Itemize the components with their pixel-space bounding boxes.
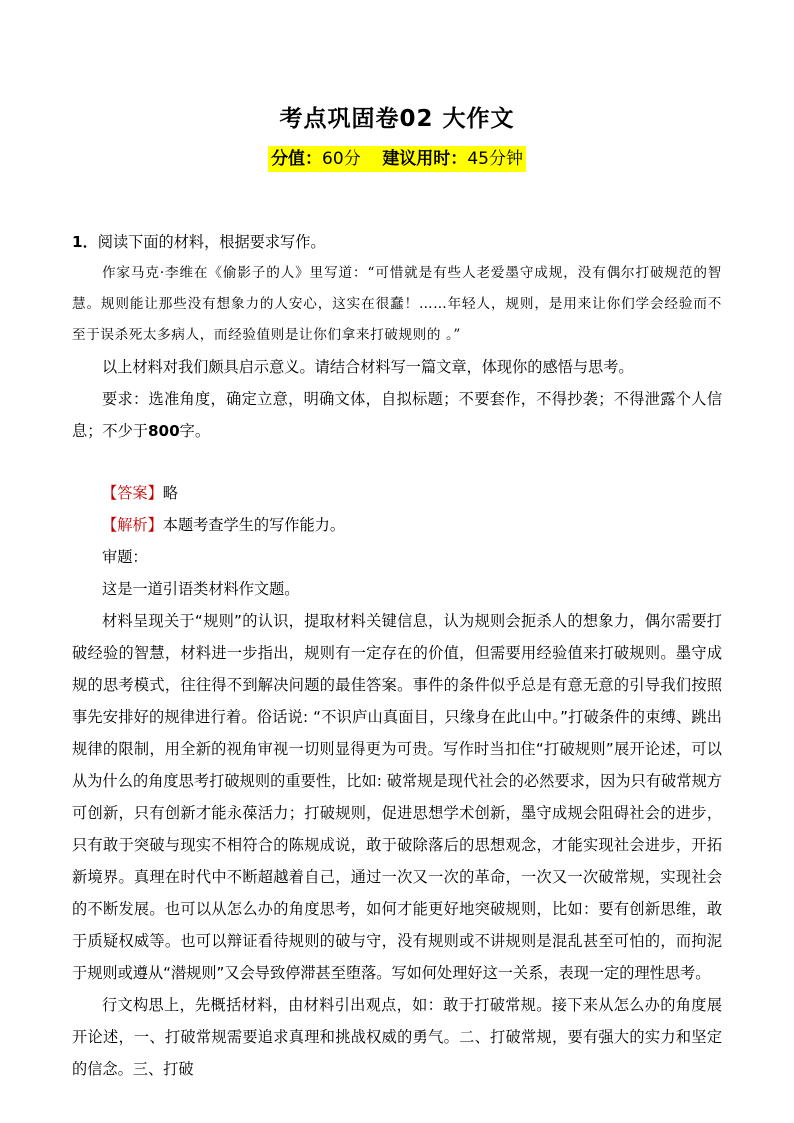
- requirement-suffix: 字。: [179, 422, 211, 440]
- analysis-text: 本题考查学生的写作能力。: [162, 516, 345, 534]
- requirement-prefix: 要求：选准角度，确定立意，明确文体，自拟标题；不要套作，不得抄袭；不得泄露个人信息；不少于: [72, 390, 722, 440]
- question-requirement: [72, 383, 722, 447]
- answer-line: [72, 477, 722, 509]
- analysis-type-line: 这是一道引语类材料作文题。: [102, 580, 300, 598]
- score-unit: 分: [343, 149, 361, 169]
- time-unit: 分钟: [488, 149, 523, 169]
- page-title: 考点巩固卷02 大作文: [279, 106, 515, 132]
- time-value: 45: [467, 149, 489, 169]
- answer-text: 略: [162, 484, 178, 502]
- analysis-paragraph-2: 行文构思上，先概括材料，由材料引出观点，如：敢于打破常规。接下来从怎么办的角度展开论述，一、打破常规需要追求真理和挑战权威的勇气。二、打破常规，要有强大的实力和坚定的信念。三、打破: [72, 996, 722, 1078]
- time-label: 建议用时：: [382, 149, 468, 169]
- requirement-number: 800: [147, 422, 180, 440]
- score-time-banner: [268, 146, 526, 172]
- analysis-paragraph-1: 材料呈现关于“规则”的认识，提取材料关键信息，认为规则会扼杀人的想象力，偶尔需要打破经验的智慧，材料进一步指出，规则有一定存在的价值，但需要用经验值来打破规则。墨守成规的思考模式，往往得不到解决问题的最佳答案。事件的条件似乎总是有意无意的引导我们按照事先安排好的规律进行着。俗话说: “不识庐山真面目，只缘身在此山中。”打破条件的束缚、跳出规律的限制，用全新的视角审视一切则显得更为可贵。写作时当扣住“打破规则”展开论述，可以从为什么的角度思考打破规则的重要性，比如: 破常规是现代社会的必然要求，因为只有破常规方可创新，只有创新才能永葆活力；打破规则，促进思想学术创新，墨守成规会阻碍社会的进步，只有敢于突破与现实不相符合的陈规成说，敢于破除落后的思想观念，才能实现社会进步，开拓新境界。真理在时代中不断超越着自己，通过一次又一次的革命，一次又一次破常规，实现社会的不断发展。也可以从怎么办的角度思考，如何才能更好地突破规则，比如：要有创新思维，敢于质疑权威等。也可以辩证看待规则的破与守，没有规则或不讲规则是混乱甚至可怕的，而拘泥于规则或遵从“潜规则”又会导致停滞甚至堕落。写如何处理好这一关系，表现一定的理性思考。: [72, 612, 722, 982]
- subtitle-line: [0, 146, 794, 172]
- content-body: [72, 226, 722, 1085]
- question-prompt-text: 阅读下面的材料，根据要求写作。: [97, 233, 326, 251]
- score-label: 分值：: [271, 149, 323, 169]
- analysis-tag: 【解析】: [102, 516, 163, 534]
- question-prompt: [72, 226, 722, 258]
- question-number: 1．: [72, 233, 98, 251]
- answer-tag: 【答案】: [102, 484, 163, 502]
- analysis-line: [72, 509, 722, 541]
- score-value: 60: [322, 149, 344, 169]
- question-instruction: 以上材料对我们颇具启示意义。请结合材料写一篇文章，体现你的感悟与思考。: [102, 358, 634, 376]
- review-label: 审题：: [102, 548, 148, 566]
- question-quote: 作家马克·李维在《偷影子的人》里写道：“可惜就是有些人老爱墨守成规，没有偶尔打破规范的智慧。规则能让那些没有想象力的人安心，这实在很蠢！……年轻人，规则，是用来让你们学会经验而不至于误杀死太多病人，而经验值则是让你们拿来打破规则的 。”: [72, 265, 722, 343]
